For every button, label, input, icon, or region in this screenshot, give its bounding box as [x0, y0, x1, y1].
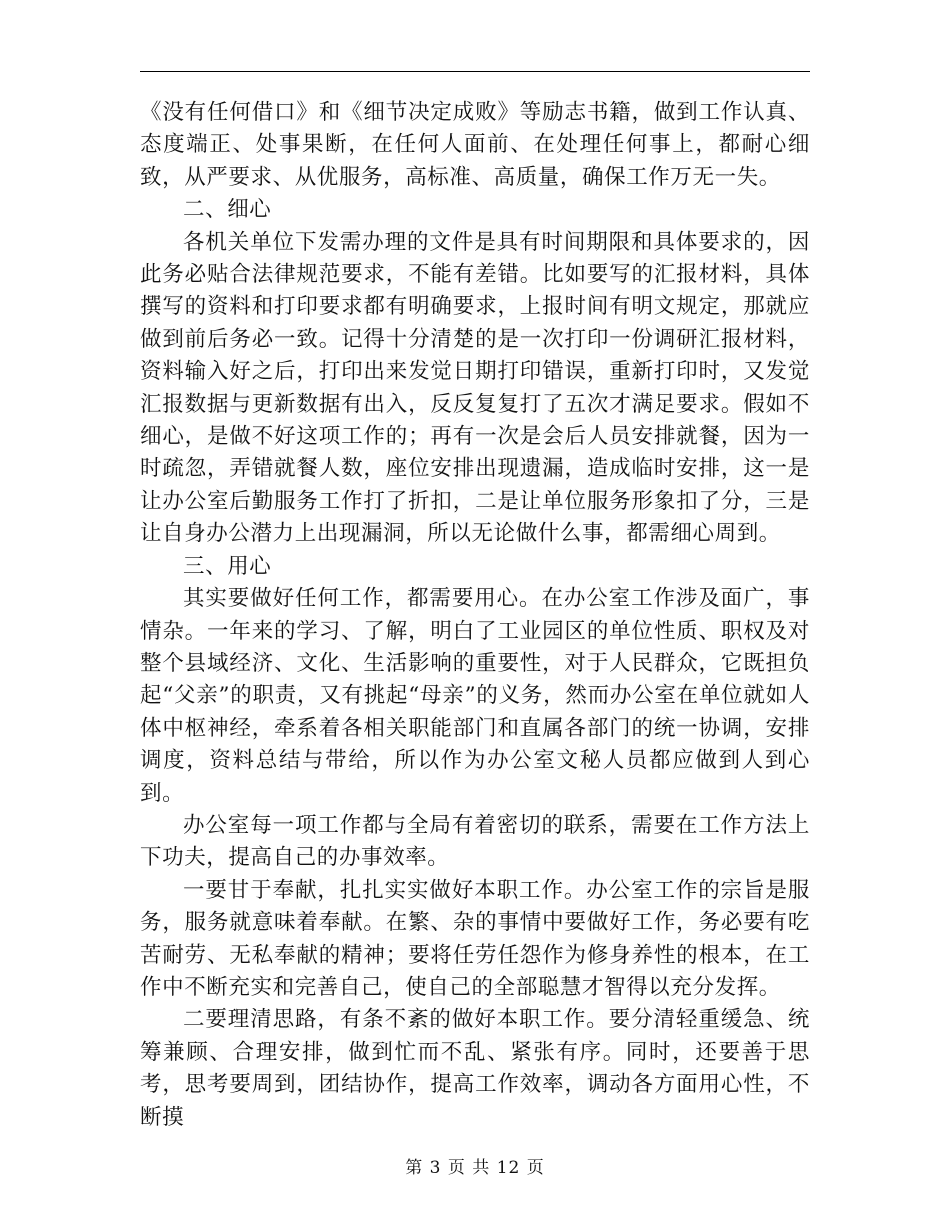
header-rule	[140, 71, 810, 72]
paragraph-continuation: 《没有任何借口》和《细节决定成败》等励志书籍，做到工作认真、态度端正、处事果断，在任何人面前、在处理任何事上，都耐心细致，从严要求、从优服务，高标准、高质量，确保工作万无一失。	[140, 100, 810, 190]
page-footer: 第 3 页 共 12 页	[405, 1158, 545, 1178]
section-heading-yongxin: 三、用心	[183, 553, 272, 579]
paragraph-xixin-body: 各机关单位下发需办理的文件是具有时间期限和具体要求的，因此务必贴合法律规范要求，不能有差错。比如要写的汇报材料，具体撰写的资料和打印要求都有明确要求，上报时间有明文规定，那就应做到前后务必一致。记得十分清楚的是一次打印一份调研汇报材料，资料输入好之后，打印出来发觉日期打印错误，重新打印时，又发觉汇报数据与更新数据有出入，反反复复打了五次才满足要求。假如不细心，是做不好这项工作的；再有一次是会后人员安排就餐，因为一时疏忽，弄错就餐人数，座位安排出现遗漏，造成临时安排，这一是让办公室后勤服务工作打了折扣，二是让单位服务形象扣了分，三是让自身办公潜力上出现漏洞，所以无论做什么事，都需细心周到。	[140, 229, 810, 547]
paragraph-yongxin-body: 其实要做好任何工作，都需要用心。在办公室工作涉及面广，事情杂。一年来的学习、了解，明白了工业园区的单位性质、职权及对整个县域经济、文化、生活影响的重要性，对于人民群众，它既担负起“父亲”的职责，又有挑起“母亲”的义务，然而办公室在单位就如人体中枢神经，牵系着各相关职能部门和直属各部门的统一协调，安排调度，资料总结与带给，所以作为办公室文秘人员都应做到人到心到。	[140, 586, 810, 806]
section-heading-xixin: 二、细心	[183, 197, 272, 223]
paragraph-office-efficiency: 办公室每一项工作都与全局有着密切的联系，需要在工作方法上下功夫，提高自己的办事效率。	[140, 812, 810, 871]
document-body	[140, 97, 810, 1134]
paragraph-point-two: 二要理清思路，有条不紊的做好本职工作。要分清轻重缓急、统筹兼顾、合理安排，做到忙而不乱、紧张有序。同时，还要善于思考，思考要周到，团结协作，提高工作效率，调动各方面用心性，不断摸	[140, 1007, 810, 1130]
paragraph-point-one: 一要甘于奉献，扎扎实实做好本职工作。办公室工作的宗旨是服务，服务就意味着奉献。在繁、杂的事情中要做好工作，务必要有吃苦耐劳、无私奉献的精神；要将任劳任怨作为修身养性的根本，在工作中不断充实和完善自己，使自己的全部聪慧才智得以充分发挥。	[140, 877, 810, 1000]
